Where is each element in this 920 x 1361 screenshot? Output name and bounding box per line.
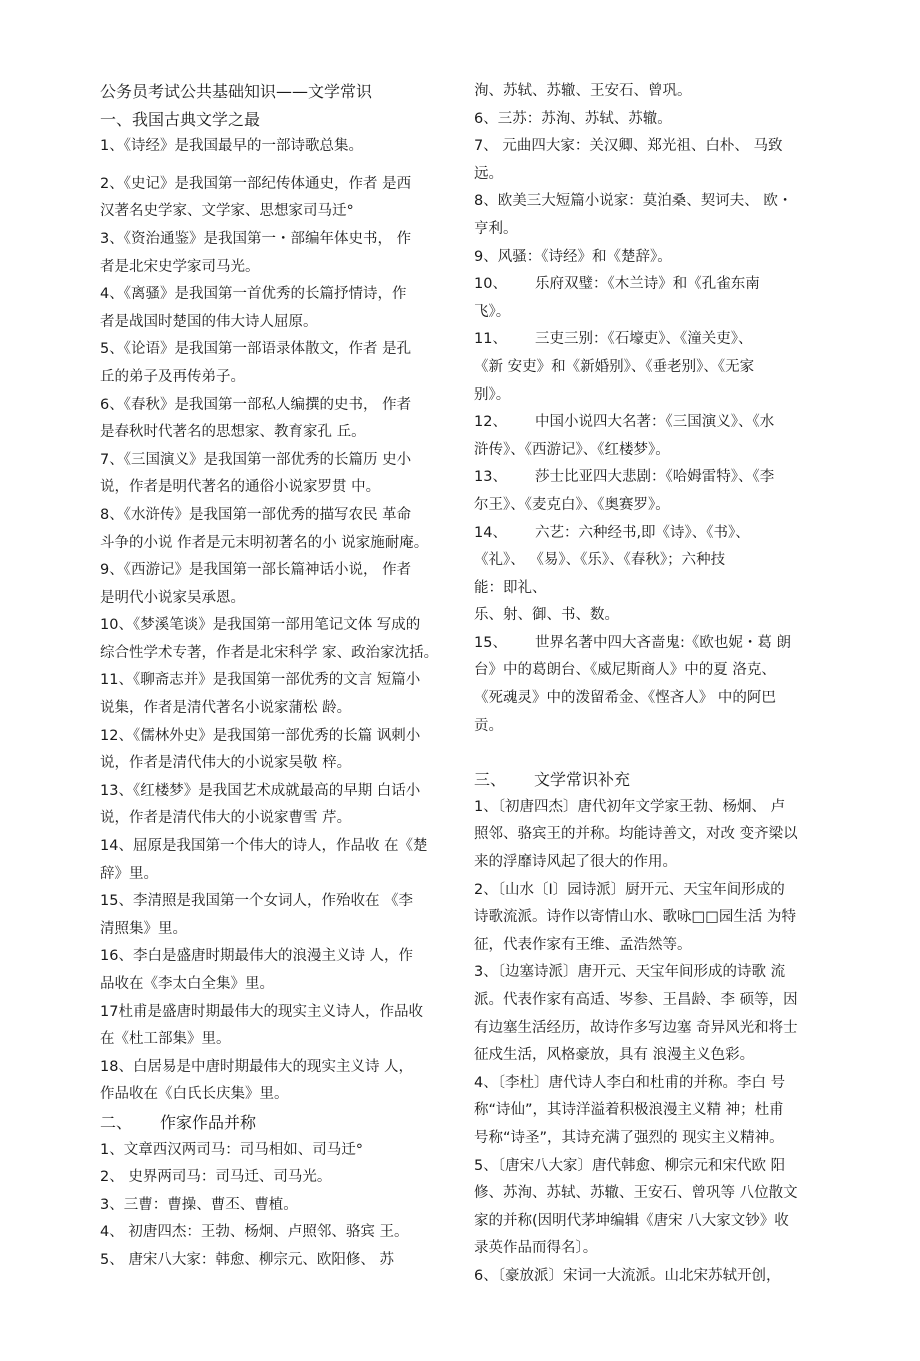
text-line: 8、《水浒传》是我国第一部优秀的描写农民 革命 <box>100 506 412 523</box>
text-line: 有边塞生活经历，故诗作多写边塞 奇异风光和将士 <box>474 1019 798 1036</box>
text-line: 家的并称(因明代茅坤编辑《唐宋 八大家文钞》收 <box>474 1212 789 1229</box>
text-line: 8、欧美三大短篇小说家：莫泊桑、契诃夫、 欧・ <box>474 193 793 210</box>
text-line: 征戍生活，风格豪放，具有 浪漫主义色彩。 <box>474 1047 755 1064</box>
text-line: 4、〔李杜〕唐代诗人李白和杜甫的并称。李白 号 <box>474 1074 786 1091</box>
list-item: 11、 三吏三别：《石壕吏》、《潼关吏》、 <box>474 331 753 348</box>
text-line: 飞》。 <box>474 303 511 320</box>
text-line: 浒传》、《西游记》、《红楼梦》。 <box>474 441 670 458</box>
text-line: 10、《梦溪笔谈》是我国第一部用笔记文体 写成的 <box>100 617 421 634</box>
text-line: 5、 唐宋八大家：韩愈、柳宗元、欧阳修、 苏 <box>100 1251 394 1268</box>
text-line: 汉著名史学家、文学家、思想家司马迁° <box>100 203 354 220</box>
text-line: 7、 元曲四大家：关汉卿、郑光祖、白朴、 马致 <box>474 138 783 155</box>
text-line: 是明代小说家吴承恩。 <box>100 589 245 606</box>
text-line: 《新 安吏》和《新婚别》、《垂老别》、《无家 <box>474 358 755 375</box>
text-line: 17杜甫是盛唐时期最伟大的现实主义诗人，作品收 <box>100 1003 423 1020</box>
text-line: 15、李清照是我国第一个女词人，作殆收在 《李 <box>100 893 414 910</box>
text-line: 《礼》、 《易》、《乐》、《春秋》；六种技 <box>474 552 726 569</box>
list-item: 14、 六艺：六种经书,即《诗》、《书》、 <box>474 524 750 541</box>
text-line: 派。代表作家有高适、岑参、王昌龄、李 硕等，因 <box>474 992 798 1008</box>
text-line: 2、《史记》是我国第一部纪传体通史，作者 是西 <box>100 175 412 192</box>
text-line: 7、《三国演义》是我国第一部优秀的长篇历 史小 <box>100 451 412 468</box>
text-line: 征，代表作家有王维、孟浩然等。 <box>474 936 692 953</box>
text-line: 1、文章西汉两司马：司马相如、司马迁° <box>100 1141 363 1158</box>
document-title: 公务员考试公共基础知识——文学常识 <box>100 82 373 101</box>
text-line: 辞》里。 <box>100 865 158 882</box>
text-line: 5、〔唐宋八大家〕唐代韩愈、柳宗元和宋代欧 阳 <box>474 1157 786 1174</box>
text-line: 亨利。 <box>474 220 518 237</box>
text-line: 说，作者是清代伟大的小说家吴敬 梓。 <box>100 755 352 772</box>
text-line: 6、三苏：苏洵、苏轼、苏辙。 <box>474 110 672 127</box>
text-line: 13、《红楼梦》是我国艺术成就最高的早期 白话小 <box>100 782 421 799</box>
section-2-heading: 二、 作家作品并称 <box>100 1112 257 1132</box>
list-item: 12、 中国小说四大名著：《三国演义》、《水 <box>474 414 775 431</box>
section-1-heading: 一、我国古典文学之最 <box>100 109 261 129</box>
section-3-heading: 三、 文学常识补充 <box>474 770 631 790</box>
text-line: 1、〔初唐四杰〕唐代初年文学家王勃、杨炯、 卢 <box>474 798 786 815</box>
text-line: 3、三曹：曹操、曹丕、曹植。 <box>100 1196 298 1213</box>
text-line: 洵、苏轼、苏辙、王安石、曾巩。 <box>474 83 692 99</box>
list-item: 10、 乐府双璧：《木兰诗》和《孔雀东南 <box>474 276 760 293</box>
text-line: 台》中的葛朗台、《威尼斯商人》中的夏 洛克、 <box>474 662 776 679</box>
text-line: 综合性学术专著，作者是北宋科学 家、政治家沈括。 <box>100 644 439 661</box>
text-line: 2、 史界两司马：司马迁、司马光。 <box>100 1169 332 1186</box>
text-line: 作品收在《白氏长庆集》里。 <box>100 1086 289 1103</box>
text-line: 18、白居易是中唐时期最伟大的现实主义诗 人， <box>100 1058 414 1075</box>
text-line: 12、《儒林外史》是我国第一部优秀的长篇 讽刺小 <box>100 727 421 744</box>
text-line: 远。 <box>474 165 503 182</box>
text-line: 5、《论语》是我国第一部语录体散文，作者 是孔 <box>100 341 412 358</box>
text-line: 贡。 <box>474 717 503 734</box>
text-line: 9、风骚：《诗经》和《楚辞》。 <box>474 248 672 265</box>
text-line: 16、李白是盛唐时期最伟大的浪漫主义诗 人，作 <box>100 948 414 965</box>
text-line: 9、《西游记》是我国第一部长篇神话小说， 作者 <box>100 562 412 579</box>
text-line: 在《杜工部集》里。 <box>100 1031 231 1048</box>
text-line: 4、《离骚》是我国第一首优秀的长篇抒情诗，作 <box>100 286 407 303</box>
text-line: 乐、射、御、书、数。 <box>474 607 619 624</box>
text-line: 4、 初唐四杰：王勃、杨炯、卢照邻、骆宾 王。 <box>100 1224 409 1241</box>
text-line: 3、〔边塞诗派〕唐开元、天宝年间形成的诗歌 流 <box>474 964 786 981</box>
text-line: 6、〔豪放派〕宋词一大流派。山北宋苏轼开创， <box>474 1267 781 1284</box>
text-line: 录英作品而得名〕。 <box>474 1240 598 1257</box>
text-line: 能：即礼、 <box>474 579 547 596</box>
text-line: 斗争的小说 作者是元末明初著名的小 说家施耐庵。 <box>100 534 429 551</box>
list-item: 15、 世界名著中四大吝啬鬼:《欧也妮・葛 朗 <box>474 634 791 651</box>
text-line: 说，作者是明代著名的通俗小说家罗贯 中。 <box>100 479 381 496</box>
text-line: 6、《春秋》是我国第一部私人编撰的史书， 作者 <box>100 396 412 413</box>
text-line: 14、屈原是我国第一个伟大的诗人，作品收 在《楚 <box>100 838 428 855</box>
text-line: 别》。 <box>474 386 511 403</box>
text-line: 者是战国时楚国的伟大诗人屈原。 <box>100 313 318 330</box>
left-column <box>100 78 445 1275</box>
right-column <box>474 78 824 1291</box>
text-line: 是春秋时代著名的思想家、教育家孔 丘。 <box>100 424 366 441</box>
text-line: 来的浮靡诗风起了很大的作用。 <box>474 854 677 871</box>
list-item: 13、 莎士比亚四大悲剧：《哈姆雷特》、《李 <box>474 469 775 486</box>
text-line: 1、《诗经》是我国最早的一部诗歌总集。 <box>100 138 363 155</box>
text-line: 说，作者是清代伟大的小说家曹雪 芹。 <box>100 810 352 827</box>
text-line: 品收在《李太白全集》里。 <box>100 976 274 992</box>
text-line: 说集，作者是清代著名小说家蒲松 龄。 <box>100 700 352 717</box>
text-line: 清照集》里。 <box>100 920 187 937</box>
text-line: 3、《资治通鉴》是我国第一・部编年体史书， 作 <box>100 230 412 247</box>
text-line: 《死魂灵》中的泼留希金、《悭吝人》 中的阿巴 <box>474 690 776 707</box>
text-line: 2、〔山水〔I〕园诗派〕厨开元、天宝年间形成的 <box>474 881 785 898</box>
text-line: 照邻、骆宾王的并称。均能诗善文，对改 变齐梁以 <box>474 826 798 843</box>
text-line: 11、《聊斋志并》是我国第一部优秀的文言 短篇小 <box>100 672 421 689</box>
text-line: 丘的弟子及再传弟子。 <box>100 368 245 385</box>
text-line: 修、苏洵、苏轼、苏辙、王安石、曾巩等 八位散文 <box>474 1185 798 1202</box>
text-line: 者是北宋史学家司马光。 <box>100 258 260 275</box>
text-line: 诗歌流派。诗作以寄情山水、歌咏□□园生活 为特 <box>474 909 797 926</box>
text-line: 称“诗仙”，其诗洋溢着积极浪漫主义精 神；杜甫 <box>474 1102 784 1119</box>
text-line: 尔王》、《麦克白》、《奥赛罗》。 <box>474 496 670 513</box>
text-line: 号称“诗圣”，其诗充满了强烈的 现实主义精神。 <box>474 1129 784 1146</box>
